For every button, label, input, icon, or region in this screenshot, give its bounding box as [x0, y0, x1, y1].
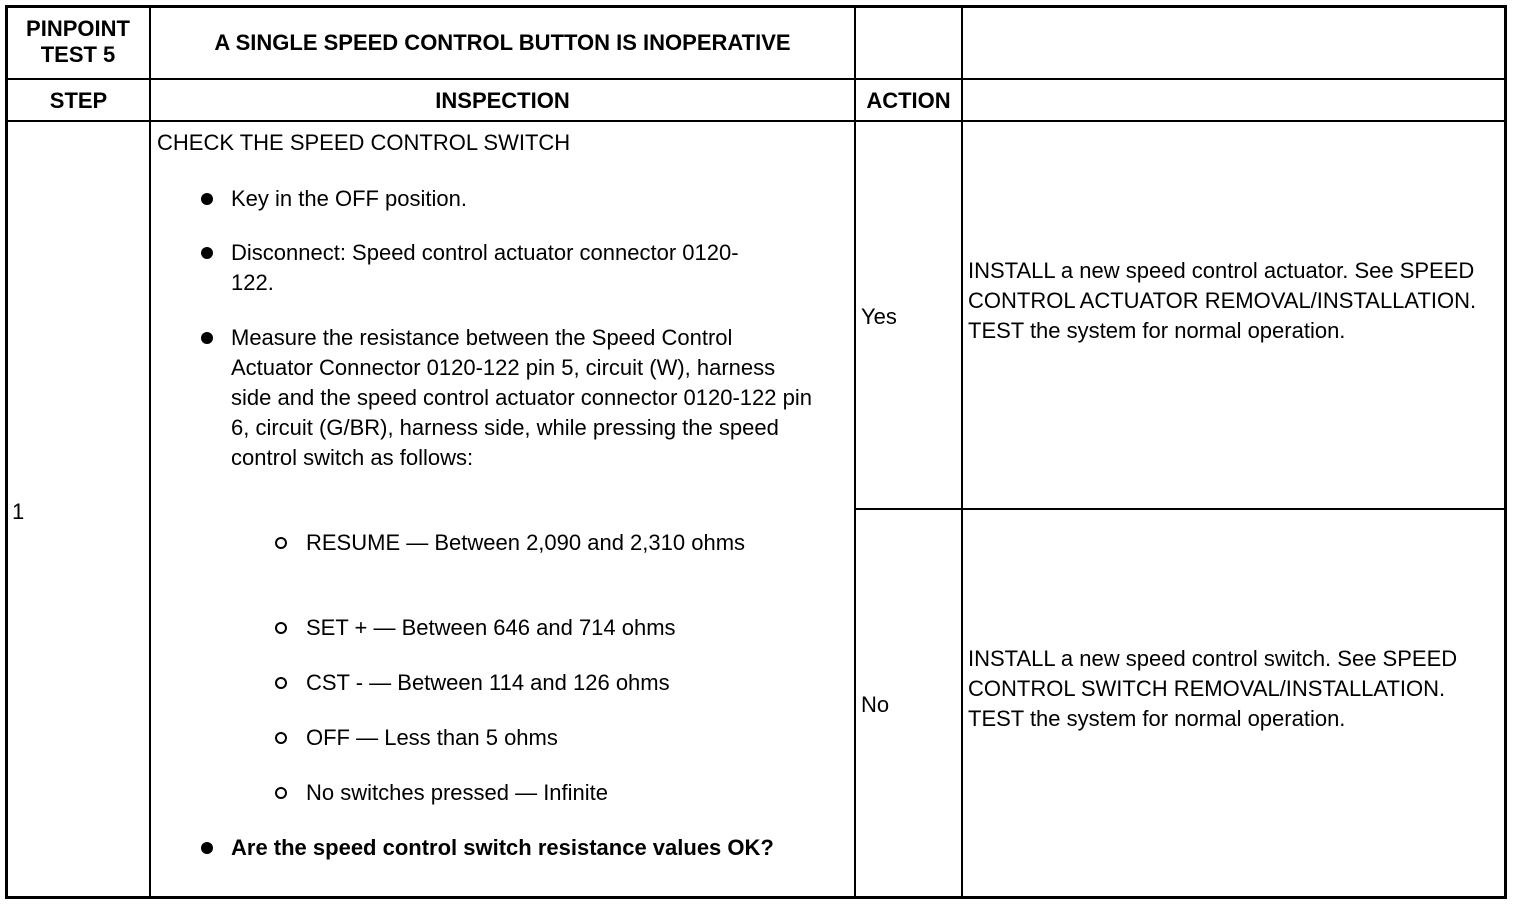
- answer-divider: [854, 508, 1507, 510]
- answer-no-action: INSTALL a new speed control switch. See SPEED CONTROL SWITCH REMOVAL/INSTALLATION. TEST the system for normal operation.: [968, 646, 1458, 731]
- pinpoint-test-label: PINPOINT TEST 5: [26, 16, 130, 67]
- inspection-bullet: Key in the OFF position.: [231, 186, 467, 211]
- action-column-header: ACTION: [866, 88, 951, 113]
- circle-bullet-icon: [275, 732, 287, 744]
- row-divider: [5, 78, 1507, 80]
- step-number: 1: [12, 499, 25, 524]
- column-divider: [961, 5, 963, 899]
- resistance-spec: No switches pressed — Infinite: [306, 780, 609, 805]
- resistance-spec: OFF — Less than 5 ohms: [306, 725, 558, 750]
- row-divider: [5, 120, 1507, 122]
- resistance-spec: RESUME — Between 2,090 and 2,310 ohms: [306, 530, 746, 555]
- test-title: A SINGLE SPEED CONTROL BUTTON IS INOPERATIVE: [214, 30, 791, 55]
- bullet-icon: [201, 842, 213, 854]
- bullet-icon: [201, 193, 213, 205]
- resistance-spec: CST - — Between 114 and 126 ohms: [306, 670, 670, 695]
- check-title: CHECK THE SPEED CONTROL SWITCH: [157, 130, 571, 155]
- inspection-column-header: INSPECTION: [435, 88, 570, 113]
- column-divider: [854, 5, 856, 899]
- step-column-header: STEP: [49, 88, 108, 113]
- answer-yes-action: INSTALL a new speed control actuator. See SPEED CONTROL ACTUATOR REMOVAL/INSTALLATION. TEST the system for normal operation.: [968, 258, 1477, 343]
- column-divider: [149, 5, 151, 899]
- answer-yes-label: Yes: [861, 304, 897, 329]
- answer-no-label: No: [861, 692, 890, 717]
- inspection-bullet: Disconnect: Speed control actuator connector 0120-122.: [231, 240, 739, 295]
- circle-bullet-icon: [275, 622, 287, 634]
- circle-bullet-icon: [275, 787, 287, 799]
- inspection-bullet: Measure the resistance between the Speed Control Actuator Connector 0120-122 pin 5, circuit (W), harness side and the speed control actuator connector 0120-122 pin 6, circuit (G/BR), harness side, while pressing the speed control switch as follows:: [231, 325, 812, 470]
- circle-bullet-icon: [275, 537, 287, 549]
- bullet-icon: [201, 332, 213, 344]
- inspection-question: Are the speed control switch resistance values OK?: [231, 835, 774, 860]
- resistance-spec: SET + — Between 646 and 714 ohms: [306, 615, 676, 640]
- circle-bullet-icon: [275, 677, 287, 689]
- bullet-icon: [201, 247, 213, 259]
